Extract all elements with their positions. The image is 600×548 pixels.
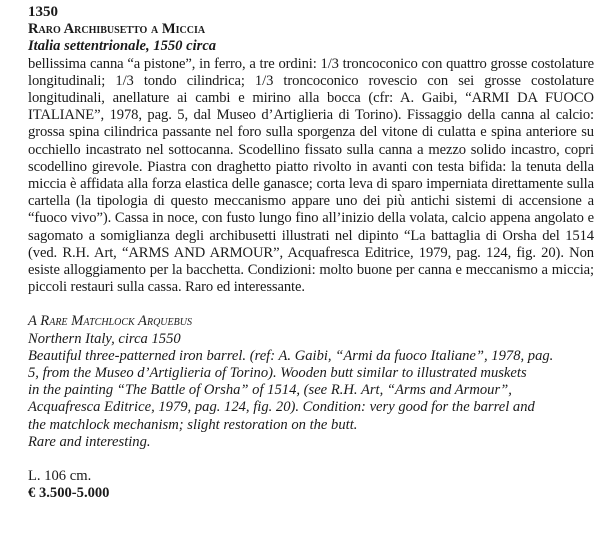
lot-number: 1350 <box>28 4 58 20</box>
english-description-line: in the painting “The Battle of Orsha” of 1514, (see R.H. Art, “Arms and Armour”, <box>28 382 512 399</box>
italian-description: bellissima canna “a pistone”, in ferro, a tre ordini: 1/3 troncoconico con quattro grosse costolature longitudinali; 1/3 tondo cilindrica; 1/3 troncoconico rovescio con sei grosse costolature longitudinali, anellature ai cambi e mirino alla bocca (cfr: A. Gaibi, “ARMI DA FUOCO ITALIANE”, 1978, pag. 5, dal Museo d’Artiglieria di Torino). Fissaggio della canna al calcio: grossa spina cilindrica passante nel foro sulla sporgenza del vitone di culatta e spina anteriore su occhiello incastrato nel sottocanna. Scodellino fissato sulla canna a mezzo solido incastro, copri scodellino girevole. Piastra con draghetto piatto rivolto in avanti con testa bifida: la tenuta della miccia è affidata alla forza elastica delle ganasce; corta leva di sparo imperniata direttamente sulla cartella (la tipologia di questo meccanismo appare uno dei più antichi sistemi di accensione a “fuoco vivo”). Cassa in noce, con fusto lungo fino all’inizio della volata, calcio appena angolato e sagomato a somiglianza degli archibusetti illustrati nel dipinto “La battaglia di Orsha del 1514 (ved. R.H. Art, “ARMS AND ARMOUR”, Acquafresca Editrice, 1979, pag. 124, fig. 20). Non esiste alloggiamento per la bacchetta. Condizioni: molto buone per canna e meccanismo a miccia; piccoli restauri sulla cassa. Raro ed interessante. <box>28 55 594 296</box>
english-title: A Rare Matchlock Arquebus <box>28 313 192 330</box>
english-description-line: the matchlock mechanism; slight restoration on the butt. <box>28 416 358 433</box>
lot-page <box>28 4 594 502</box>
lot-size: L. 106 cm. <box>28 468 92 485</box>
italian-subtitle: Italia settentrionale, 1550 circa <box>28 38 217 55</box>
english-subtitle: Northern Italy, circa 1550 <box>28 330 181 347</box>
english-section <box>28 313 594 451</box>
english-description-line: Acquafresca Editrice, 1979, pag. 124, fig. 20). Condition: very good for the barrel and <box>28 399 535 416</box>
english-description-line: Rare and interesting. <box>28 433 151 450</box>
lot-estimate: € 3.500-5.000 <box>28 485 110 502</box>
english-description <box>28 348 594 451</box>
english-description-line: Beautiful three-patterned iron barrel. (ref: A. Gaibi, “Armi da fuoco Italiane”, 1978, pag. <box>28 347 554 364</box>
section-spacer <box>28 296 594 313</box>
english-description-line: 5, from the Museo d’Artiglieria of Torino). Wooden butt similar to illustrated muskets <box>28 365 527 382</box>
italian-title: Raro Archibusetto a Miccia <box>28 21 206 38</box>
